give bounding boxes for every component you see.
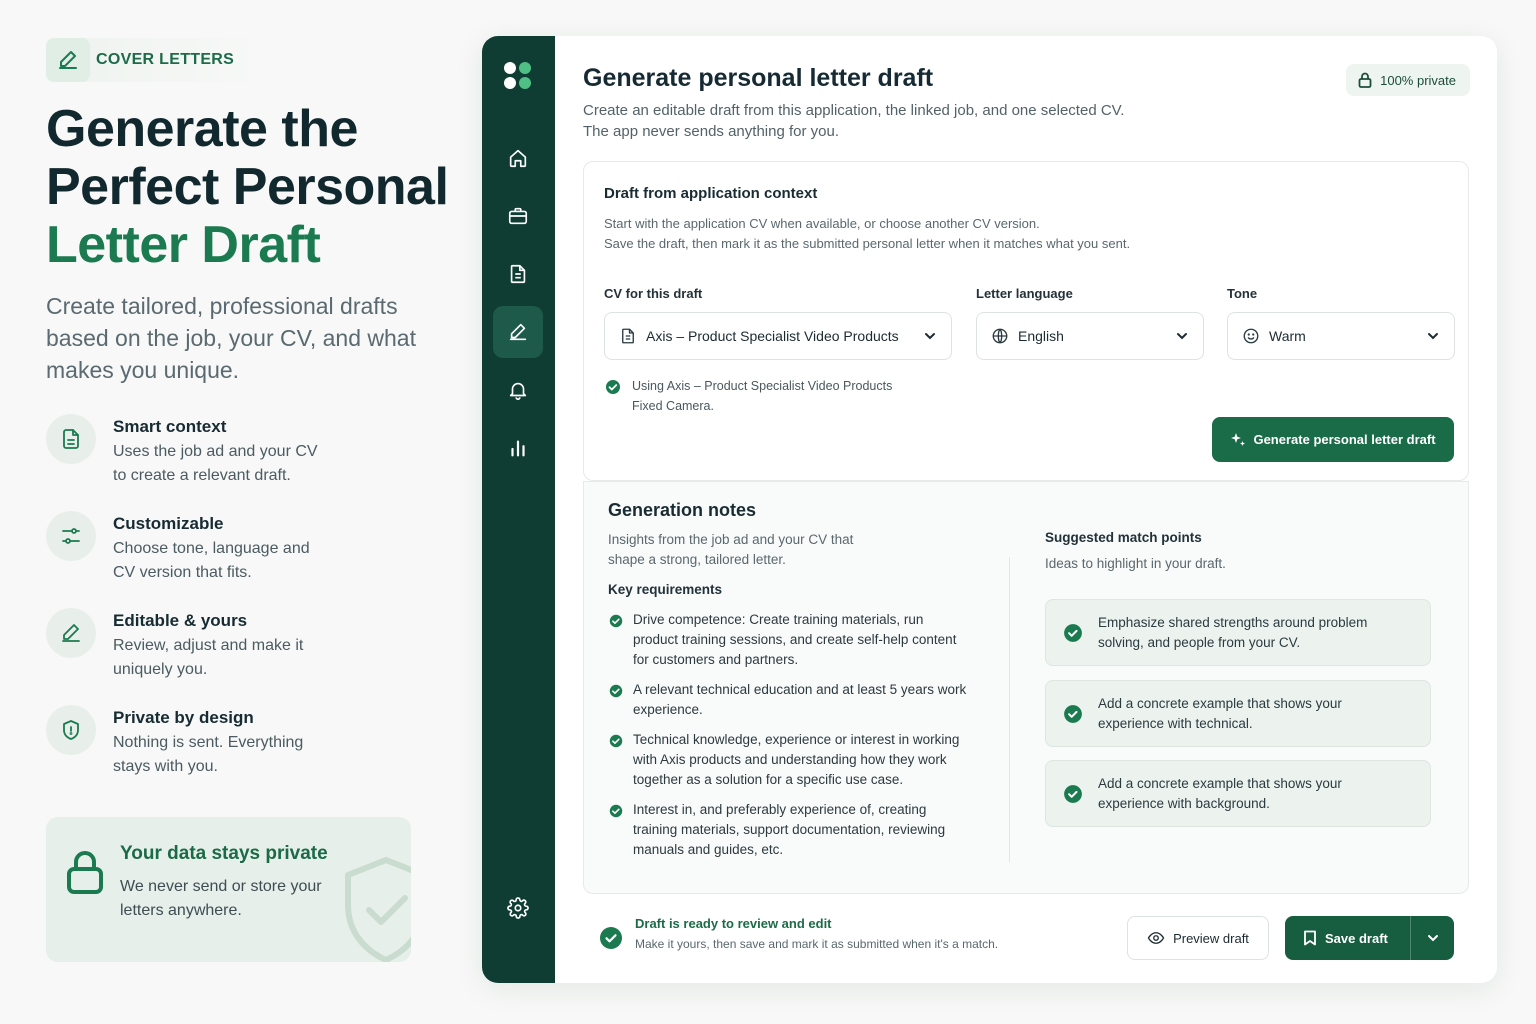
feature-item [46, 608, 426, 705]
language-label: Letter language [976, 286, 1073, 301]
sidebar-item-cover-letters[interactable] [493, 306, 543, 358]
chevron-down-icon [1175, 329, 1189, 343]
list-item: Interest in, and preferably experience of, creating training materials, support documentation, reviewing manuals and guides, etc. [608, 800, 968, 860]
feature-desc: Review, adjust and make it uniquely you. [113, 637, 304, 678]
section-badge [46, 38, 256, 82]
feature-title: Editable & yours [113, 611, 248, 630]
main-content [555, 36, 1497, 983]
feature-item [46, 511, 426, 608]
sidebar-item-home[interactable] [493, 132, 543, 184]
page-subtitle: Create an editable draft from this application, the linked job, and one selected CV. The app never sends anything for you. [583, 102, 1125, 140]
hero-title: Generate the Perfect Personal Letter Draft [46, 100, 449, 274]
save-options-button[interactable] [1411, 916, 1454, 960]
feature-list [46, 414, 426, 802]
sidebar-item-settings[interactable] [493, 882, 543, 934]
lock-icon [66, 849, 104, 895]
shield-icon [46, 705, 96, 755]
check-circle-icon [599, 926, 623, 950]
hero-subtitle: Create tailored, professional drafts based on the job, your CV, and what makes you unique. [46, 293, 416, 383]
badge-label: COVER LETTERS [96, 51, 235, 68]
suggested-title: Suggested match points [1045, 530, 1202, 545]
feature-title: Smart context [113, 417, 227, 436]
pencil-icon [46, 38, 90, 82]
document-icon [619, 327, 637, 345]
suggested-desc: Ideas to highlight in your draft. [1045, 556, 1226, 571]
sidebar-item-notifications[interactable] [493, 364, 543, 416]
check-circle-icon [608, 803, 624, 819]
gear-icon [507, 897, 529, 919]
check-circle-icon [608, 613, 624, 629]
app-logo [504, 62, 532, 90]
draft-context-card [583, 161, 1469, 481]
pencil-icon [507, 321, 529, 343]
home-icon [507, 147, 529, 169]
app-window [482, 36, 1497, 983]
privacy-callout [46, 817, 411, 962]
sliders-icon [46, 511, 96, 561]
feature-desc: Choose tone, language and CV version that fits. [113, 540, 310, 581]
status-title: Draft is ready to review and edit [635, 916, 832, 931]
sidebar-item-documents[interactable] [493, 248, 543, 300]
tone-select[interactable]: Warm [1227, 312, 1455, 360]
status-desc: Make it yours, then save and mark it as submitted when it's a match. [635, 937, 999, 951]
list-item: Drive competence: Create training materials, run product training sessions, and create self-help content for customers and partners. [608, 610, 968, 670]
smiley-icon [1242, 327, 1260, 345]
check-circle-icon [608, 733, 624, 749]
check-circle-icon [1063, 784, 1083, 804]
suggestion-item: Add a concrete example that shows your experience with technical. [1045, 680, 1431, 747]
privacy-callout-title: Your data stays private [120, 843, 328, 864]
suggestion-item: Add a concrete example that shows your experience with background. [1045, 760, 1431, 827]
feature-item [46, 705, 426, 802]
page-title: Generate personal letter draft [583, 64, 934, 92]
check-circle-icon [1063, 704, 1083, 724]
eye-icon [1147, 929, 1165, 947]
pencil-icon [46, 608, 96, 658]
cv-label: CV for this draft [604, 286, 703, 301]
chevron-down-icon [1426, 931, 1440, 945]
requirements-list [608, 610, 968, 870]
privacy-badge: 100% private [1346, 64, 1470, 96]
generation-notes-card [583, 481, 1469, 894]
bookmark-icon [1303, 930, 1317, 946]
document-icon [46, 414, 96, 464]
shield-check-icon [341, 855, 411, 962]
globe-icon [991, 327, 1009, 345]
feature-desc: Nothing is sent. Everything stays with you. [113, 734, 304, 775]
feature-title: Private by design [113, 708, 254, 727]
feature-title: Customizable [113, 514, 224, 533]
bar-chart-icon [507, 437, 529, 459]
check-circle-icon [1063, 623, 1083, 643]
chevron-down-icon [1426, 329, 1440, 343]
sparkle-icon [1230, 432, 1246, 448]
cv-select[interactable]: Axis – Product Specialist Video Products [604, 312, 952, 360]
save-draft-button[interactable]: Save draft [1285, 916, 1411, 960]
sidebar [482, 36, 555, 983]
check-circle-icon [608, 683, 624, 699]
key-requirements-title: Key requirements [608, 582, 723, 597]
bell-icon [507, 379, 529, 401]
sidebar-item-analytics[interactable] [493, 422, 543, 474]
notes-title: Generation notes [608, 500, 757, 520]
feature-desc: Uses the job ad and your CV to create a relevant draft. [113, 443, 318, 484]
cv-status-note: Using Axis – Product Specialist Video Products Fixed Camera. [604, 376, 892, 416]
card-desc: Start with the application CV when available, or choose another CV version. Save the draft, then mark it as the submitted personal letter when it matches what you sent. [604, 216, 1131, 251]
divider [1009, 557, 1010, 862]
chevron-down-icon [923, 329, 937, 343]
list-item: Technical knowledge, experience or interest in working with Axis products and understanding how they work together as a solution for a specific use case. [608, 730, 968, 790]
sidebar-item-jobs[interactable] [493, 190, 543, 242]
language-select[interactable]: English [976, 312, 1204, 360]
preview-draft-button[interactable]: Preview draft [1127, 916, 1269, 960]
document-icon [507, 263, 529, 285]
check-circle-icon [604, 378, 622, 396]
tone-label: Tone [1227, 286, 1258, 301]
briefcase-icon [507, 205, 529, 227]
privacy-callout-desc: We never send or store your letters anywhere. [120, 878, 322, 919]
generate-draft-button[interactable]: Generate personal letter draft [1212, 417, 1454, 462]
list-item: A relevant technical education and at least 5 years work experience. [608, 680, 968, 720]
card-title: Draft from application context [604, 185, 818, 202]
save-draft-button-group [1285, 916, 1454, 960]
draft-status [599, 916, 998, 951]
lock-icon [1358, 72, 1372, 88]
notes-desc: Insights from the job ad and your CV that shape a strong, tailored letter. [608, 532, 854, 567]
suggestion-item: Emphasize shared strengths around problem solving, and people from your CV. [1045, 599, 1431, 666]
feature-item [46, 414, 426, 511]
